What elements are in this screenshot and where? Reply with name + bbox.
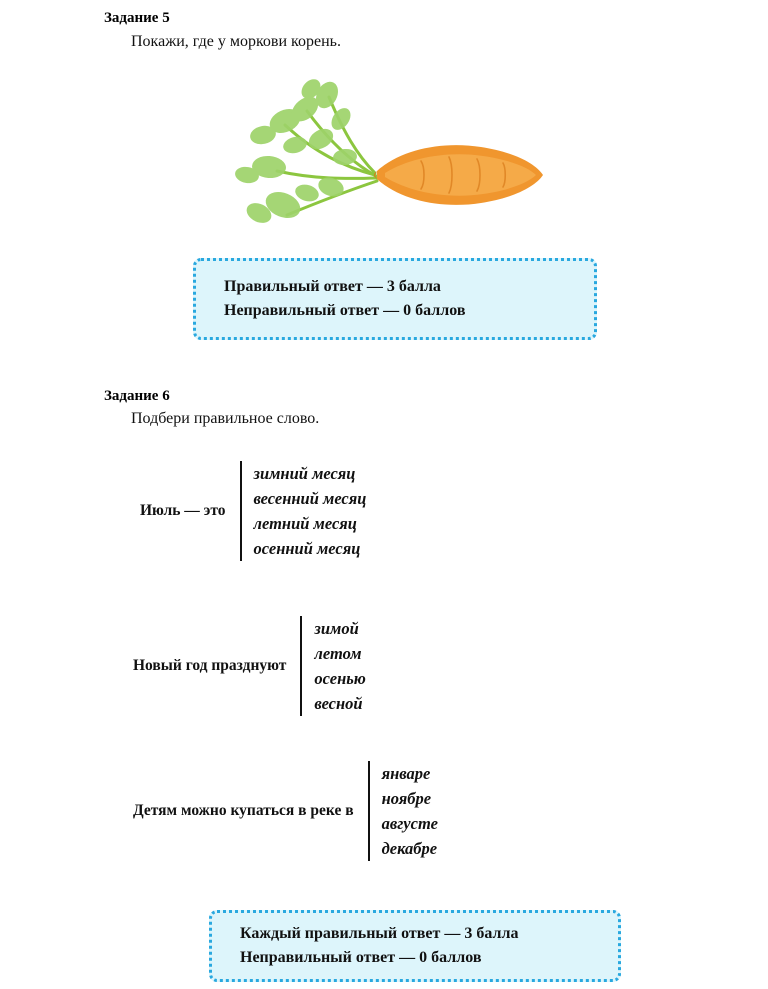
- task-5-score-box: [193, 258, 597, 340]
- match-option[interactable]: летний месяц: [253, 514, 357, 533]
- task-6-prompt: Подбери правильное слово.: [131, 410, 320, 427]
- match-option[interactable]: осенний месяц: [253, 539, 361, 558]
- score-incorrect-line: Неправильный ответ — 0 баллов: [240, 949, 482, 966]
- task-6-score-box: [209, 910, 621, 982]
- match-item-1-options: [240, 461, 367, 561]
- score-incorrect-line: Неправильный ответ — 0 баллов: [224, 302, 466, 319]
- match-option[interactable]: зимой: [314, 619, 359, 638]
- match-item-3-stem: Детям можно купаться в реке в: [133, 802, 354, 819]
- match-option[interactable]: летом: [314, 644, 362, 663]
- match-option[interactable]: декабре: [381, 839, 438, 858]
- match-option[interactable]: осенью: [314, 669, 366, 688]
- match-option[interactable]: январе: [381, 764, 431, 783]
- task-5-title: Задание 5: [104, 10, 170, 26]
- score-correct-line: Правильный ответ — 3 балла: [224, 278, 441, 295]
- match-option[interactable]: весенний месяц: [253, 489, 367, 508]
- match-item-1: [140, 461, 366, 561]
- task-5-prompt: Покажи, где у моркови корень.: [131, 33, 341, 50]
- score-correct-line: Каждый правильный ответ — 3 балла: [240, 925, 519, 942]
- task-6-title: Задание 6: [104, 388, 170, 404]
- match-option[interactable]: ноябре: [381, 789, 432, 808]
- match-item-2: [133, 616, 366, 716]
- match-option[interactable]: весной: [314, 694, 363, 713]
- match-option[interactable]: августе: [381, 814, 438, 833]
- match-item-2-options: [300, 616, 365, 716]
- match-item-1-stem: Июль — это: [140, 502, 226, 519]
- match-option[interactable]: зимний месяц: [253, 464, 356, 483]
- match-item-3-options: [368, 761, 438, 861]
- match-item-2-stem: Новый год празднуют: [133, 657, 287, 674]
- carrot-illustration: [225, 75, 555, 235]
- match-item-3: [133, 761, 438, 861]
